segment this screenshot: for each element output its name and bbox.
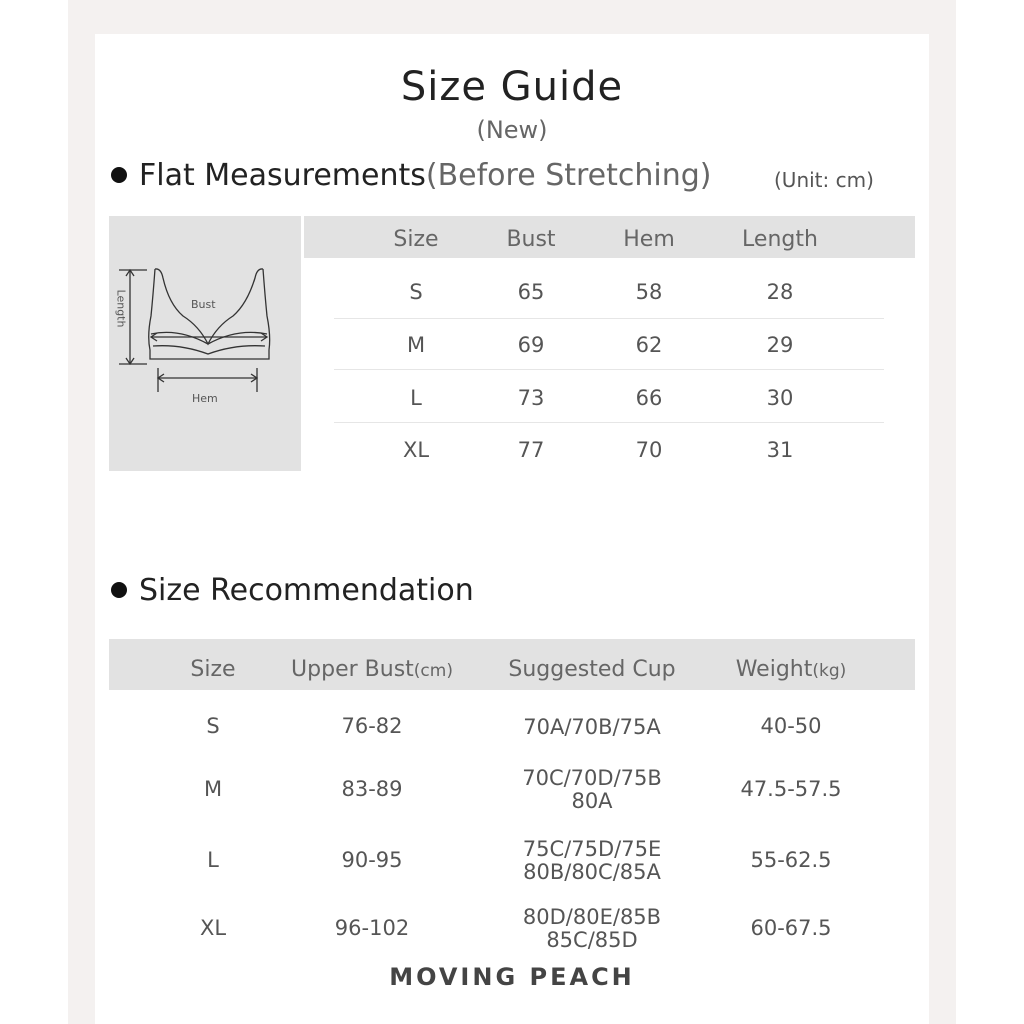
flat-header-hem: Hem [623, 227, 675, 252]
recommend-cell-cup [523, 906, 661, 952]
header-size: Size [190, 657, 236, 682]
cup-line: 80D/80E/85B [522, 905, 662, 929]
flat-cell-size: XL [402, 438, 430, 462]
recommend-cell-cup [522, 767, 662, 813]
recommend-cell-cup [523, 838, 661, 884]
weight-unit: (kg) [812, 661, 847, 681]
flat-cell-length: 28 [766, 280, 794, 304]
flat-cell-size: S [409, 280, 423, 304]
flat-cell-length: 29 [766, 333, 794, 357]
flat-measurements-heading [111, 158, 712, 193]
flat-cell-hem: 62 [635, 333, 663, 357]
bullet-icon [111, 167, 127, 183]
cup-line: 70C/70D/75B [522, 766, 662, 790]
upper-bust-text: Upper Bust [291, 657, 414, 682]
bust-label: Bust [191, 298, 216, 311]
row-divider [334, 369, 884, 370]
recommend-cell-upper-bust: 96-102 [334, 916, 410, 940]
length-label: Length [114, 289, 128, 328]
page-subtitle: (New) [476, 116, 548, 144]
unit-label: (Unit: cm) [774, 168, 874, 192]
recommend-cell-size: L [207, 848, 219, 872]
cup-line: 70A/70B/75A [523, 714, 661, 739]
flat-heading-text: Flat Measurements [139, 158, 426, 193]
header-weight [736, 657, 847, 682]
upper-bust-unit: (cm) [413, 661, 453, 681]
header-upper-bust [291, 657, 453, 682]
page-title: Size Guide [400, 64, 624, 110]
flat-cell-bust: 69 [517, 333, 545, 357]
flat-cell-hem: 70 [635, 438, 663, 462]
flat-cell-size: M [406, 333, 426, 357]
row-divider [334, 318, 884, 319]
flat-cell-size: L [410, 386, 422, 410]
cup-line: 75C/75D/75E [522, 837, 662, 861]
flat-header-length: Length [742, 227, 818, 252]
flat-cell-hem: 66 [635, 386, 663, 410]
cup-line: 80B/80C/85A [523, 860, 661, 884]
recommend-cell-size: M [203, 777, 223, 801]
recommend-cell-size: XL [199, 916, 227, 940]
flat-cell-hem: 58 [635, 280, 663, 304]
flat-cell-bust: 77 [517, 438, 545, 462]
recommend-cell-weight: 55-62.5 [750, 848, 832, 872]
recommend-cell-weight: 40-50 [760, 714, 822, 738]
bra-outline-icon [109, 216, 301, 471]
cup-line: 85C/85D [546, 928, 638, 952]
recommend-cell-size: S [206, 714, 220, 738]
flat-header-size: Size [393, 227, 439, 252]
recommend-heading-text: Size Recommendation [139, 573, 474, 608]
brand-logo-text: MOVING PEACH [389, 963, 635, 991]
recommend-cell-cup [523, 716, 660, 739]
flat-header-bust: Bust [506, 227, 556, 252]
weight-text: Weight [735, 657, 813, 682]
bra-diagram [109, 216, 301, 471]
recommend-cell-upper-bust: 76-82 [341, 714, 403, 738]
hem-label: Hem [192, 392, 218, 405]
flat-heading-paren: (Before Stretching) [425, 158, 712, 193]
size-recommendation-heading [111, 573, 474, 608]
cup-line: 80A [571, 789, 613, 813]
flat-cell-bust: 65 [517, 280, 545, 304]
recommend-cell-weight: 47.5-57.5 [740, 777, 842, 801]
flat-cell-bust: 73 [517, 386, 545, 410]
bullet-icon [111, 582, 127, 598]
recommend-cell-weight: 60-67.5 [750, 916, 832, 940]
row-divider [334, 422, 884, 423]
flat-cell-length: 30 [766, 386, 794, 410]
flat-cell-length: 31 [766, 438, 794, 462]
recommend-cell-upper-bust: 90-95 [341, 848, 403, 872]
recommend-cell-upper-bust: 83-89 [341, 777, 403, 801]
header-suggested-cup: Suggested Cup [508, 657, 676, 682]
